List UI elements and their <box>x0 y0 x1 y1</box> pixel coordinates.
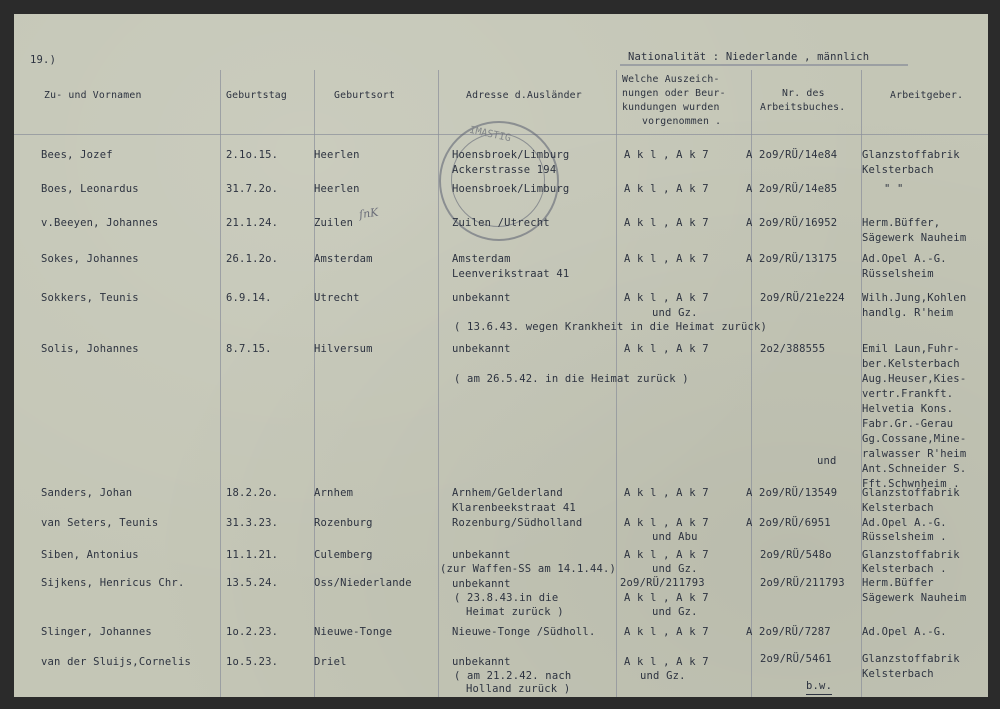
row-birthdate: 18.2.2o. <box>226 487 279 499</box>
row-workbook: 2o9/RÜ/548o <box>760 549 832 561</box>
column-divider <box>220 70 221 697</box>
row-employer: Ant.Schneider S. <box>862 463 967 475</box>
row-note: ( am 26.5.42. in die Heimat zurück ) <box>454 373 689 385</box>
row-extra: und <box>817 455 837 467</box>
row-address: Klarenbeekstraat 41 <box>452 502 576 514</box>
row-address: Rozenburg/Südholland <box>452 517 583 529</box>
row-birthplace: Driel <box>314 656 347 668</box>
row-address: Heimat zurück ) <box>466 606 564 618</box>
row-employer: Gg.Cossane,Mine- <box>862 433 967 445</box>
row-birthplace: Zuilen <box>314 217 354 229</box>
row-employer: Ad.Opel A.-G. <box>862 253 947 265</box>
row-employer: Kelsterbach . <box>862 563 947 575</box>
row-address: unbekannt <box>452 578 511 590</box>
row-address: Hoensbroek/Limburg <box>452 149 570 161</box>
row-employer: Kelsterbach <box>862 164 934 176</box>
footer-mark: b.w. <box>806 679 832 695</box>
row-markings: und Abu <box>652 531 698 543</box>
row-workbook: 2o9/RÜ/21e224 <box>760 292 845 304</box>
row-markings: A k l , A k 7 <box>624 183 709 195</box>
row-workbook: 2o2/388555 <box>760 343 826 355</box>
row-employer: ber.Kelsterbach <box>862 358 960 370</box>
row-employer: Kelsterbach <box>862 502 934 514</box>
header-markings: kundungen wurden <box>622 102 720 113</box>
column-divider <box>751 70 752 697</box>
row-address: ( 23.8.43.in die <box>454 592 559 604</box>
row-name: Solis, Johannes <box>41 343 139 355</box>
row-birthdate: 1o.5.23. <box>226 656 279 668</box>
row-name: Sokes, Johannes <box>41 253 139 265</box>
row-employer: Sägewerk Nauheim <box>862 232 967 244</box>
row-workbook: A 2o9/RÜ/14e85 <box>746 183 838 195</box>
row-birthdate: 2.1o.15. <box>226 149 279 161</box>
row-employer: Emil Laun,Fuhr- <box>862 343 960 355</box>
row-address: unbekannt <box>452 656 511 668</box>
row-birthplace: Heerlen <box>314 183 360 195</box>
header-employer: Arbeitgeber. <box>890 90 964 101</box>
row-address: (zur Waffen-SS am 14.1.44.) <box>440 563 617 575</box>
row-name: Boes, Leonardus <box>41 183 139 195</box>
header-birthdate: Geburtstag <box>226 90 287 101</box>
column-divider <box>438 70 439 697</box>
row-birthdate: 31.7.2o. <box>226 183 279 195</box>
row-address: unbekannt <box>452 292 511 304</box>
row-markings: und Gz. <box>652 307 698 319</box>
row-address: Hoensbroek/Limburg <box>452 183 570 195</box>
row-address: ( am 21.2.42. nach <box>454 670 572 682</box>
row-workbook: A 2o9/RÜ/7287 <box>746 626 831 638</box>
row-employer: Rüsselsheim <box>862 268 934 280</box>
row-name: Sijkens, Henricus Chr. <box>41 577 185 589</box>
row-employer: Fft.Schwnheim . <box>862 478 960 490</box>
row-markings: und Gz. <box>652 563 698 575</box>
row-workbook: A 2o9/RÜ/13549 <box>746 487 838 499</box>
row-address: Holland zurück ) <box>466 683 571 695</box>
row-employer: Rüsselsheim . <box>862 531 947 543</box>
row-markings: A k l , A k 7 <box>624 149 709 161</box>
row-employer: Glanzstoffabrik <box>862 487 960 499</box>
row-name: Slinger, Johannes <box>41 626 152 638</box>
header-name: Zu- und Vornamen <box>44 90 142 101</box>
row-workbook: A 2o9/RÜ/6951 <box>746 517 831 529</box>
row-note: ( 13.6.43. wegen Krankheit in die Heimat zurück) <box>454 321 768 333</box>
row-markings: A k l , A k 7 <box>624 343 709 355</box>
row-birthplace: Utrecht <box>314 292 360 304</box>
row-employer: Ad.Opel A.-G. <box>862 517 947 529</box>
column-divider <box>314 70 315 697</box>
row-birthplace: Amsterdam <box>314 253 373 265</box>
row-employer: Glanzstoffabrik <box>862 149 960 161</box>
header-workbook: Arbeitsbuches. <box>760 102 846 113</box>
row-employer: Herm.Büffer <box>862 577 934 589</box>
row-markings: 2o9/RÜ/211793 <box>620 577 705 589</box>
row-address: Ackerstrasse 194 <box>452 164 557 176</box>
row-name: Siben, Antonius <box>41 549 139 561</box>
row-birthdate: 11.1.21. <box>226 549 279 561</box>
row-address: Leenverikstraat 41 <box>452 268 570 280</box>
row-birthplace: Rozenburg <box>314 517 373 529</box>
header-workbook: Nr. des <box>782 88 825 99</box>
row-address: unbekannt <box>452 549 511 561</box>
row-address: unbekannt <box>452 343 511 355</box>
row-birthplace: Hilversum <box>314 343 373 355</box>
row-markings: A k l , A k 7 <box>624 626 709 638</box>
row-employer: Fabr.Gr.-Gerau <box>862 418 954 430</box>
row-markings: A k l , A k 7 <box>624 487 709 499</box>
row-address: Nieuwe-Tonge /Südholl. <box>452 626 596 638</box>
row-birthdate: 21.1.24. <box>226 217 279 229</box>
row-workbook: A 2o9/RÜ/14e84 <box>746 149 838 161</box>
stamp-text: IMASTIG <box>468 124 512 145</box>
row-name: Bees, Jozef <box>41 149 113 161</box>
row-address: Amsterdam <box>452 253 511 265</box>
row-employer: ralwasser R'heim <box>862 448 967 460</box>
row-birthdate: 1o.2.23. <box>226 626 279 638</box>
row-name: Sokkers, Teunis <box>41 292 139 304</box>
row-birthplace: Culemberg <box>314 549 373 561</box>
row-employer: Wilh.Jung,Kohlen <box>862 292 967 304</box>
row-workbook: 2o9/RÜ/211793 <box>760 577 845 589</box>
row-markings: A k l , A k 7 <box>624 656 709 668</box>
row-markings: A k l , A k 7 <box>624 549 709 561</box>
row-birthdate: 8.7.15. <box>226 343 272 355</box>
header-address: Adresse d.Ausländer <box>466 90 582 101</box>
row-markings: A k l , A k 7 <box>624 292 709 304</box>
row-birthplace: Oss/Niederlande <box>314 577 412 589</box>
row-employer: vertr.Frankft. <box>862 388 954 400</box>
row-employer: Ad.Opel A.-G. <box>862 626 947 638</box>
row-markings: A k l , A k 7 <box>624 217 709 229</box>
row-markings: und Gz. <box>640 670 686 682</box>
row-address: Arnhem/Gelderland <box>452 487 563 499</box>
row-markings: A k l , A k 7 <box>624 253 709 265</box>
row-employer: handlg. R'heim <box>862 307 954 319</box>
header-markings: Welche Auszeich- <box>622 74 720 85</box>
header-markings: nungen oder Beur- <box>622 88 726 99</box>
row-employer: Sägewerk Nauheim <box>862 592 967 604</box>
row-workbook: 2o9/RÜ/5461 <box>760 653 832 665</box>
row-address: Zuilen /Utrecht <box>452 217 550 229</box>
row-markings: A k l , A k 7 <box>624 517 709 529</box>
page-number: 19.) <box>30 54 57 66</box>
row-markings: A k l , A k 7 <box>624 592 709 604</box>
row-birthplace: Heerlen <box>314 149 360 161</box>
row-birthdate: 6.9.14. <box>226 292 272 304</box>
row-employer: " " <box>884 183 904 195</box>
nationality-note: Nationalität : Niederlande , männlich <box>628 51 870 63</box>
header-markings: vorgenommen . <box>642 116 722 127</box>
row-birthdate: 31.3.23. <box>226 517 279 529</box>
row-name: Sanders, Johan <box>41 487 133 499</box>
row-birthdate: 13.5.24. <box>226 577 279 589</box>
row-employer: Glanzstoffabrik <box>862 549 960 561</box>
row-employer: Aug.Heuser,Kies- <box>862 373 967 385</box>
row-employer: Glanzstoffabrik <box>862 653 960 665</box>
row-employer: Herm.Büffer, <box>862 217 941 229</box>
row-birthplace: Arnhem <box>314 487 354 499</box>
row-employer: Kelsterbach <box>862 668 934 680</box>
row-name: v.Beeyen, Johannes <box>41 217 159 229</box>
row-workbook: A 2o9/RÜ/13175 <box>746 253 838 265</box>
row-birthplace: Nieuwe-Tonge <box>314 626 393 638</box>
row-employer: Helvetia Kons. <box>862 403 954 415</box>
document-sheet <box>14 14 988 697</box>
row-name: van Seters, Teunis <box>41 517 159 529</box>
row-workbook: A 2o9/RÜ/16952 <box>746 217 838 229</box>
header-birthplace: Geburtsort <box>334 90 395 101</box>
row-birthdate: 26.1.2o. <box>226 253 279 265</box>
row-markings: und Gz. <box>652 606 698 618</box>
pencil-mark: ſnK <box>358 205 380 222</box>
row-name: van der Sluijs,Cornelis <box>41 656 191 668</box>
